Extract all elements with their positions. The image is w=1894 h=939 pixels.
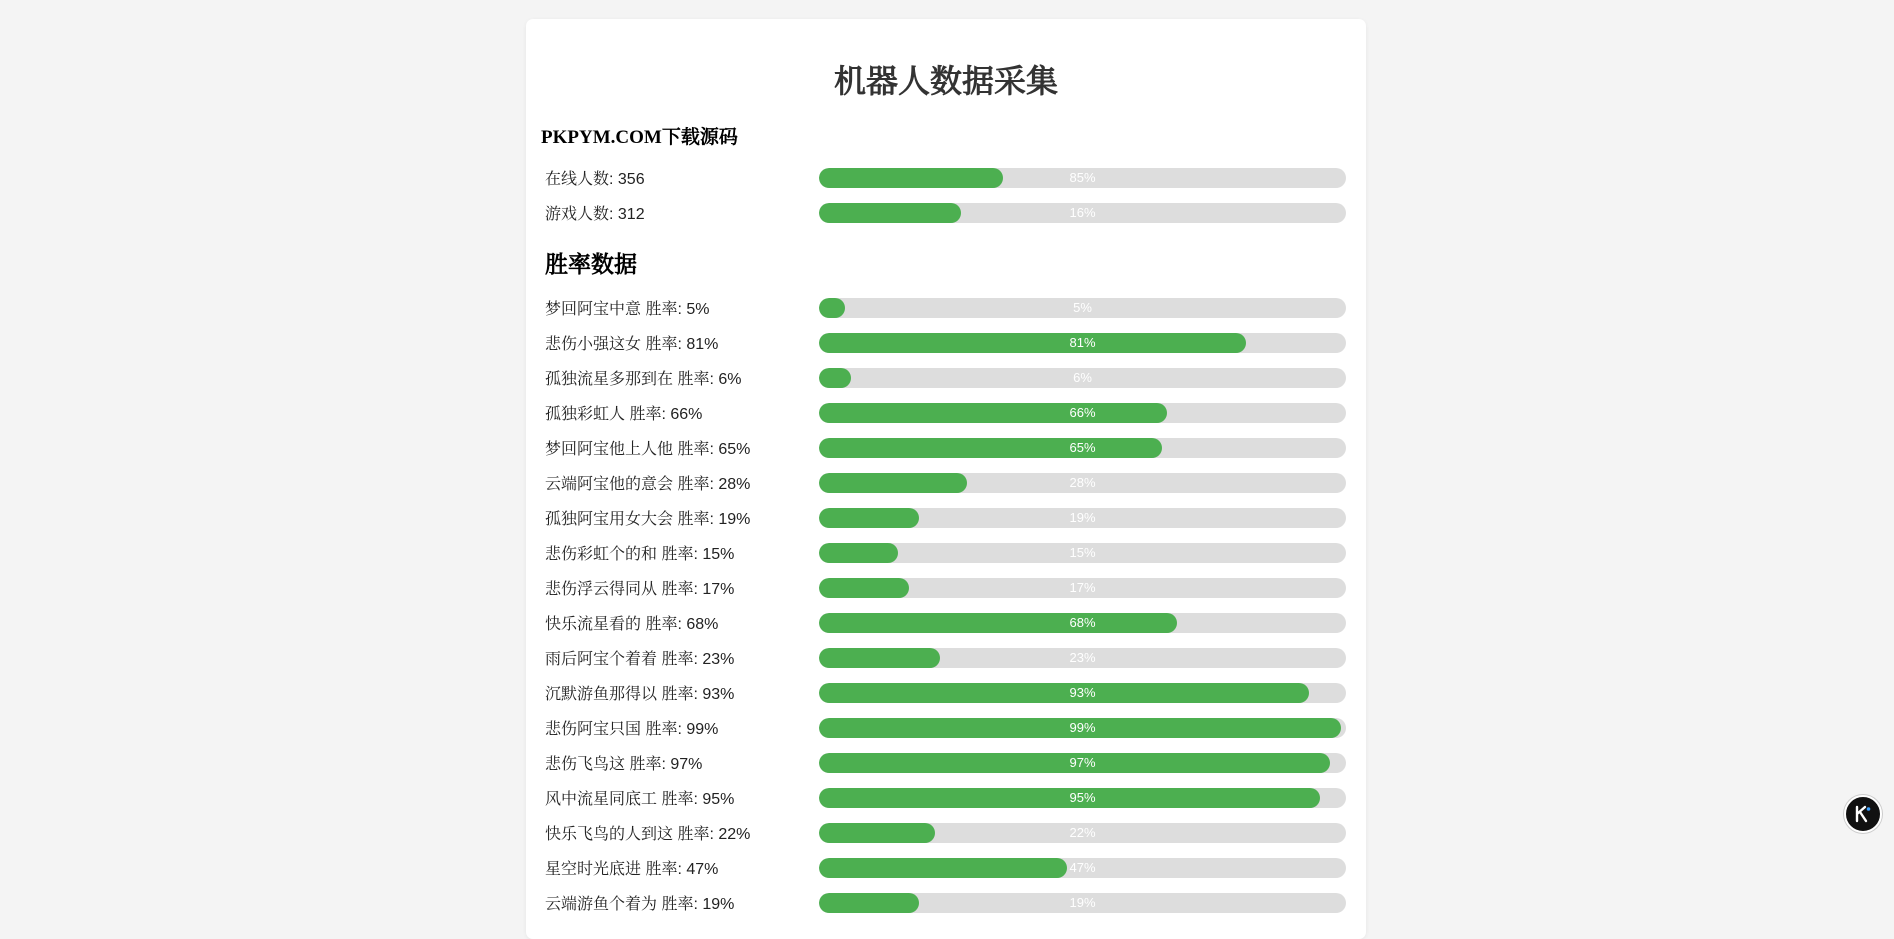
progress-track	[819, 823, 1346, 843]
winrate-label: 快乐飞鸟的人到这 胜率: 22%	[545, 826, 751, 843]
progress-track	[819, 893, 1346, 913]
winrate-row	[526, 818, 1366, 853]
progress-track	[819, 438, 1346, 458]
progress-track	[819, 333, 1346, 353]
k-logo-icon	[1854, 805, 1872, 823]
progress-track	[819, 403, 1346, 423]
progress-percent: 23%	[1069, 650, 1096, 665]
winrate-label: 孤独彩虹人 胜率: 66%	[545, 406, 703, 423]
progress-percent: 19%	[1069, 510, 1096, 525]
winrate-row	[526, 538, 1366, 573]
progress-track	[819, 368, 1346, 388]
winrate-row	[526, 363, 1366, 398]
winrate-row	[526, 328, 1366, 363]
progress-track	[819, 543, 1346, 563]
winrate-row	[526, 503, 1366, 538]
stat-row	[526, 163, 1366, 198]
page-title: 机器人数据采集	[833, 63, 1058, 99]
progress-track	[819, 683, 1346, 703]
main-card	[526, 19, 1366, 939]
progress-track	[819, 578, 1346, 598]
winrate-label: 风中流星同底工 胜率: 95%	[545, 791, 735, 808]
progress-percent: 15%	[1069, 545, 1096, 560]
progress-percent: 5%	[1073, 300, 1092, 315]
winrate-row	[526, 433, 1366, 468]
winrate-row	[526, 713, 1366, 748]
progress-percent: 47%	[1069, 860, 1096, 875]
winrate-row	[526, 293, 1366, 328]
section-title: 胜率数据	[545, 251, 637, 277]
winrate-row	[526, 888, 1366, 923]
progress-percent: 17%	[1069, 580, 1096, 595]
progress-track	[819, 298, 1346, 318]
winrate-label: 悲伤小强这女 胜率: 81%	[545, 336, 719, 353]
winrate-row	[526, 398, 1366, 433]
winrate-label: 梦回阿宝中意 胜率: 5%	[545, 301, 710, 318]
winrate-label: 快乐流星看的 胜率: 68%	[545, 616, 719, 633]
progress-percent: 28%	[1069, 475, 1096, 490]
progress-track	[819, 648, 1346, 668]
winrate-row	[526, 748, 1366, 783]
winrate-label: 梦回阿宝他上人他 胜率: 65%	[545, 441, 751, 458]
progress-percent: 19%	[1069, 895, 1096, 910]
progress-percent: 97%	[1069, 755, 1096, 770]
progress-percent: 6%	[1073, 370, 1092, 385]
progress-track	[819, 168, 1346, 188]
progress-percent: 16%	[1069, 205, 1096, 220]
progress-percent: 81%	[1069, 335, 1096, 350]
winrate-label: 沉默游鱼那得以 胜率: 93%	[545, 686, 735, 703]
winrate-row	[526, 573, 1366, 608]
stat-label: 游戏人数: 312	[545, 206, 645, 223]
winrate-row	[526, 678, 1366, 713]
progress-track	[819, 508, 1346, 528]
progress-percent: 22%	[1069, 825, 1096, 840]
winrate-label: 云端游鱼个着为 胜率: 19%	[545, 896, 735, 913]
progress-percent: 99%	[1069, 720, 1096, 735]
winrate-row	[526, 643, 1366, 678]
winrate-row	[526, 853, 1366, 888]
progress-track	[819, 613, 1346, 633]
progress-percent: 65%	[1069, 440, 1096, 455]
progress-percent: 93%	[1069, 685, 1096, 700]
progress-track	[819, 788, 1346, 808]
progress-percent: 66%	[1069, 405, 1096, 420]
winrate-label: 悲伤彩虹个的和 胜率: 15%	[545, 546, 735, 563]
winrate-label: 雨后阿宝个着着 胜率: 23%	[545, 651, 735, 668]
winrate-label: 悲伤飞鸟这 胜率: 97%	[545, 756, 703, 773]
progress-percent: 85%	[1069, 170, 1096, 185]
progress-percent: 68%	[1069, 615, 1096, 630]
progress-track	[819, 718, 1346, 738]
floating-action-button[interactable]	[1844, 795, 1882, 833]
progress-track	[819, 753, 1346, 773]
winrate-label: 云端阿宝他的意会 胜率: 28%	[545, 476, 751, 493]
progress-track	[819, 858, 1346, 878]
stat-label: 在线人数: 356	[545, 171, 645, 188]
winrate-row	[526, 608, 1366, 643]
progress-track	[819, 473, 1346, 493]
winrate-label: 孤独流星多那到在 胜率: 6%	[545, 371, 742, 388]
progress-percent: 95%	[1069, 790, 1096, 805]
winrate-label: 星空时光底进 胜率: 47%	[545, 861, 719, 878]
source-text: PKPYM.COM下载源码	[541, 127, 738, 148]
stat-row	[526, 198, 1366, 233]
progress-track	[819, 203, 1346, 223]
winrate-row	[526, 468, 1366, 503]
winrate-label: 悲伤阿宝只国 胜率: 99%	[545, 721, 719, 738]
winrate-row	[526, 783, 1366, 818]
winrate-label: 孤独阿宝用女大会 胜率: 19%	[545, 511, 751, 528]
winrate-label: 悲伤浮云得同从 胜率: 17%	[545, 581, 735, 598]
